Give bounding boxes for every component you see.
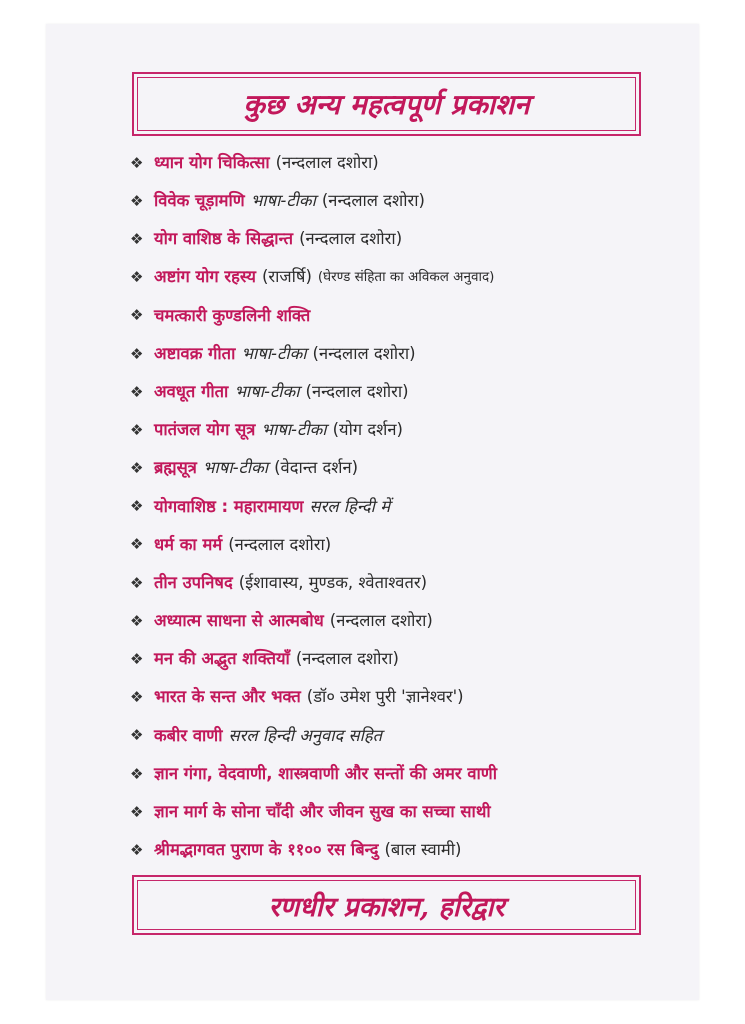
list-item xyxy=(130,259,690,297)
book-title: ब्रह्मसूत्र xyxy=(154,458,197,478)
book-qualifier: भाषा-टीका xyxy=(234,381,300,401)
diamond-bullet-icon: ❖ xyxy=(130,420,144,439)
list-item xyxy=(130,373,690,411)
publisher-frame xyxy=(132,875,641,935)
diamond-bullet-icon: ❖ xyxy=(130,535,144,554)
book-note: (नन्दलाल दशोरा) xyxy=(295,649,399,669)
diamond-bullet-icon: ❖ xyxy=(130,497,144,516)
book-title: अवधूत गीता xyxy=(154,381,229,401)
list-item xyxy=(130,679,690,717)
book-title: योगवाशिष्ठ : महारामायण xyxy=(154,496,304,516)
publisher-name: रणधीर प्रकाशन, हरिद्वार xyxy=(268,891,505,923)
book-title: ध्यान योग चिकित्सा xyxy=(154,152,270,172)
book-title: कबीर वाणी xyxy=(154,725,223,745)
book-title: पातंजल योग सूत्र xyxy=(154,420,256,440)
book-title: ज्ञान मार्ग के सोना चाँदी और जीवन सुख का सच्चा साथी xyxy=(154,802,491,822)
book-note-secondary: (घेरण्ड संहिता का अविकल अनुवाद) xyxy=(317,268,495,285)
diamond-bullet-icon: ❖ xyxy=(130,268,144,287)
book-title: अष्टांग योग रहस्य xyxy=(154,267,256,287)
list-item xyxy=(130,831,690,869)
list-item xyxy=(130,793,690,831)
book-title: ज्ञान गंगा, वेदवाणी, शास्त्रवाणी और सन्तों की अमर वाणी xyxy=(154,763,497,783)
book-title: धर्म का मर्म xyxy=(154,534,223,554)
diamond-bullet-icon: ❖ xyxy=(130,382,144,401)
diamond-bullet-icon: ❖ xyxy=(130,229,144,248)
list-item xyxy=(130,220,690,258)
book-title: अध्यात्म साधना से आत्मबोध xyxy=(154,611,324,631)
list-item xyxy=(130,640,690,678)
page-title: कुछ अन्य महत्वपूर्ण प्रकाशन xyxy=(243,88,530,121)
diamond-bullet-icon: ❖ xyxy=(130,153,144,172)
book-title: अष्टावक्र गीता xyxy=(154,343,236,363)
book-note: (नन्दलाल दशोरा) xyxy=(228,534,332,554)
list-item xyxy=(130,335,690,373)
book-note: (राजर्षि) xyxy=(261,267,312,287)
book-qualifier: भाषा-टीका xyxy=(250,191,316,211)
list-item xyxy=(130,182,690,220)
book-qualifier: सरल हिन्दी में xyxy=(309,496,391,516)
diamond-bullet-icon: ❖ xyxy=(130,191,144,210)
diamond-bullet-icon: ❖ xyxy=(130,573,144,592)
list-item xyxy=(130,755,690,793)
header-frame xyxy=(132,72,641,136)
diamond-bullet-icon: ❖ xyxy=(130,802,144,821)
diamond-bullet-icon: ❖ xyxy=(130,650,144,669)
book-note: (नन्दलाल दशोरा) xyxy=(299,229,403,249)
book-note: (डॉ० उमेश पुरी 'ज्ञानेश्वर') xyxy=(306,687,464,707)
list-item xyxy=(130,450,690,488)
list-item xyxy=(130,717,690,755)
list-item xyxy=(130,411,690,449)
diamond-bullet-icon: ❖ xyxy=(130,688,144,707)
diamond-bullet-icon: ❖ xyxy=(130,344,144,363)
diamond-bullet-icon: ❖ xyxy=(130,840,144,859)
list-item xyxy=(130,297,690,335)
book-back-cover xyxy=(46,24,699,1000)
book-qualifier: सरल हिन्दी अनुवाद सहित xyxy=(228,725,383,745)
book-title: तीन उपनिषद xyxy=(154,572,233,592)
diamond-bullet-icon: ❖ xyxy=(130,764,144,783)
book-note: (बाल स्वामी) xyxy=(384,840,462,860)
list-item xyxy=(130,144,690,182)
book-note: (योग दर्शन) xyxy=(332,420,403,440)
book-qualifier: भाषा-टीका xyxy=(202,458,269,478)
book-note: (वेदान्त दर्शन) xyxy=(274,458,359,478)
book-title: विवेक चूड़ामणि xyxy=(154,191,245,211)
book-title: चमत्कारी कुण्डलिनी शक्ति xyxy=(154,305,311,325)
diamond-bullet-icon: ❖ xyxy=(130,611,144,630)
list-item xyxy=(130,488,690,526)
book-note: (नन्दलाल दशोरा) xyxy=(321,191,425,211)
book-note: (ईशावास्य, मुण्डक, श्वेताश्वतर) xyxy=(238,572,428,592)
book-qualifier: भाषा-टीका xyxy=(261,420,327,440)
book-title: मन की अद्भुत शक्तियाँ xyxy=(154,649,290,669)
book-note: (नन्दलाल दशोरा) xyxy=(305,381,409,401)
book-qualifier: भाषा-टीका xyxy=(241,343,307,363)
book-title: योग वाशिष्ठ के सिद्धान्त xyxy=(154,229,294,249)
diamond-bullet-icon: ❖ xyxy=(130,726,144,745)
diamond-bullet-icon: ❖ xyxy=(130,459,144,478)
book-note: (नन्दलाल दशोरा) xyxy=(312,343,416,363)
book-title: भारत के सन्त और भक्त xyxy=(154,687,301,707)
book-title: श्रीमद्भागवत पुराण के ११०० रस बिन्दु xyxy=(154,840,379,860)
diamond-bullet-icon: ❖ xyxy=(130,306,144,325)
book-note: (नन्दलाल दशोरा) xyxy=(275,152,379,172)
book-note: (नन्दलाल दशोरा) xyxy=(329,611,433,631)
list-item xyxy=(130,526,690,564)
list-item xyxy=(130,602,690,640)
publication-list xyxy=(130,144,690,870)
list-item xyxy=(130,564,690,602)
